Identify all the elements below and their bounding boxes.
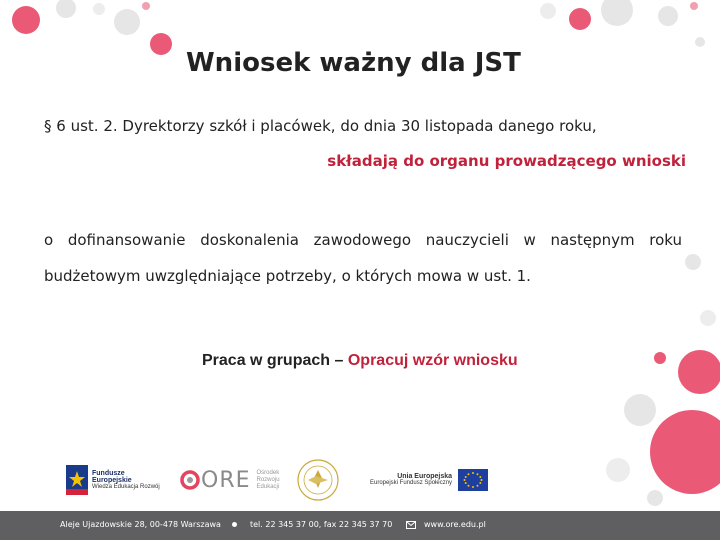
footer-phone-text: tel. 22 345 37 00, fax 22 345 37 70 bbox=[250, 520, 393, 529]
footer-separator bbox=[232, 522, 237, 527]
ore-ring-icon bbox=[180, 470, 200, 490]
logo-fundusze-europejskie bbox=[66, 458, 160, 502]
paragraph-intro: § 6 ust. 2. Dyrektorzy szkół i placówek, do dnia 30 listopada danego roku, bbox=[44, 117, 597, 135]
ue-line1: Unia Europejska bbox=[397, 473, 453, 480]
task-instruction bbox=[202, 352, 518, 370]
ore-line2: Rozwoju bbox=[256, 476, 280, 483]
logo-ore bbox=[180, 458, 280, 502]
footer-address-text: Aleje Ujazdowskie 28, 00-478 Warszawa bbox=[60, 520, 221, 529]
task-prefix: Praca w grupach – bbox=[202, 352, 348, 369]
footer-website-link[interactable]: www.ore.edu.pl bbox=[424, 520, 486, 529]
logo-strip bbox=[0, 458, 720, 506]
slide-title: Wniosek ważny dla JST bbox=[186, 48, 521, 78]
mail-icon bbox=[406, 520, 416, 530]
task-emphasis: Opracuj wzór wniosku bbox=[347, 352, 518, 369]
logo-seal bbox=[296, 458, 340, 502]
eu-funds-line2: Europejskie bbox=[92, 476, 132, 484]
eu-flag-icon bbox=[458, 469, 488, 491]
eu-funds-sub: Wiedza Edukacja Rozwój bbox=[92, 483, 160, 490]
ore-line3: Edukacji bbox=[256, 483, 280, 490]
footer-address bbox=[60, 520, 221, 529]
paragraph-body: o dofinansowanie doskonalenia zawodowego nauczycieli w następnym roku budżetowym uwzględniające potrzeby, o których mowa w ust. 1. bbox=[44, 231, 682, 285]
footer-phone bbox=[250, 520, 392, 529]
ore-mark: ORE bbox=[201, 467, 251, 493]
logo-unia-europejska bbox=[370, 458, 488, 502]
paragraph-intro-emphasis: składają do organu prowadzącego wnioski bbox=[327, 152, 686, 170]
footer-bar bbox=[0, 511, 720, 540]
eu-funds-line1: Fundusze bbox=[92, 469, 125, 477]
eu-funds-star-icon bbox=[66, 465, 88, 495]
ue-line2: Europejski Fundusz Społeczny bbox=[370, 480, 453, 486]
seal-icon bbox=[296, 458, 340, 502]
footer-website[interactable] bbox=[424, 520, 486, 529]
ore-line1: Ośrodek bbox=[256, 469, 280, 476]
